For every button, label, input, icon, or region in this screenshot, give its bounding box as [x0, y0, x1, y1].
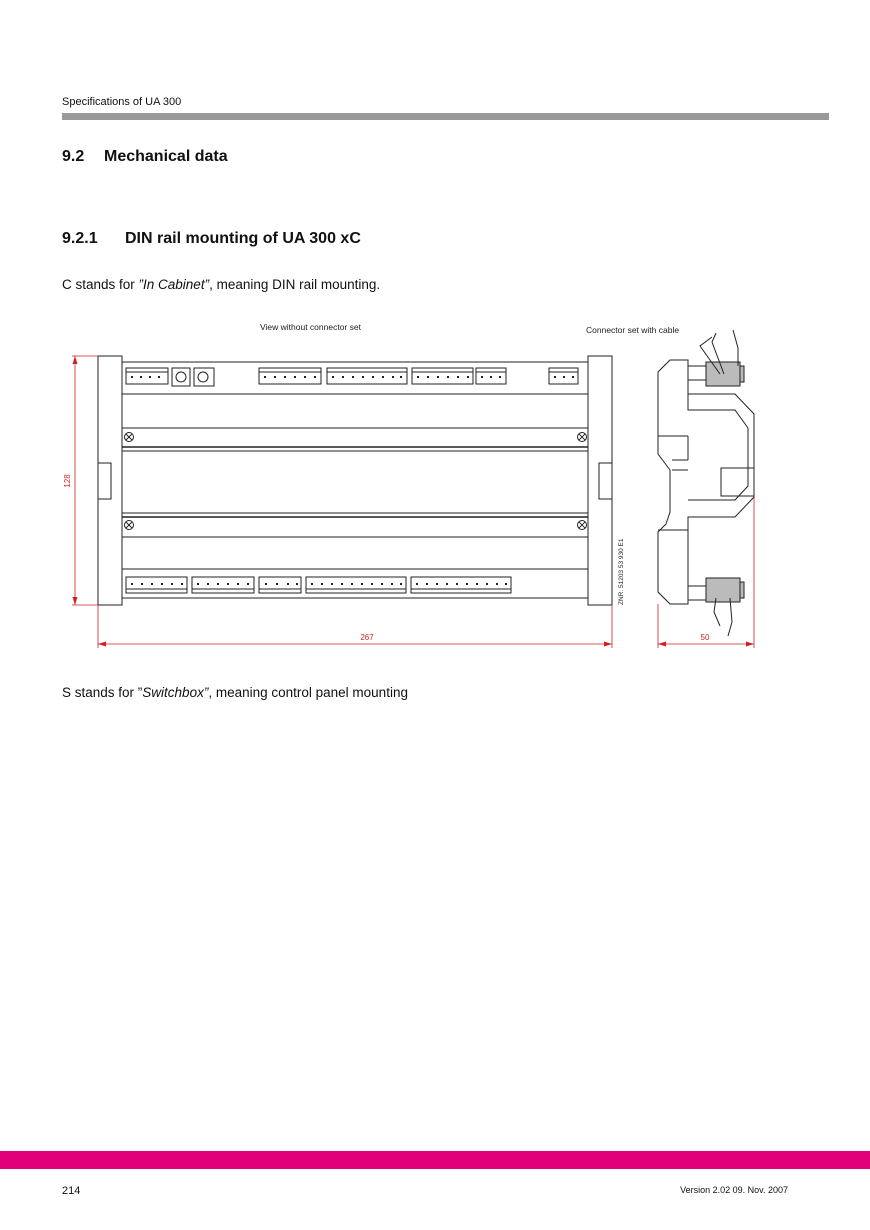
page-number: 214 [62, 1185, 81, 1197]
paragraph-in-cabinet [62, 277, 380, 292]
section-title: Mechanical data [104, 148, 228, 165]
dimension-depth-label: 50 [700, 633, 710, 642]
connector-plug [706, 362, 740, 386]
paragraph-text: S stands for ” [62, 685, 143, 700]
paragraph-text: , meaning control panel mounting [208, 685, 408, 700]
screw-icon [125, 433, 134, 442]
connector-plug [706, 578, 740, 602]
paragraph-emphasis: Switchbox” [142, 685, 209, 700]
side-view [658, 330, 754, 636]
mechanical-drawing [55, 315, 765, 660]
connector-pins [131, 376, 574, 585]
screw-icon [125, 521, 134, 530]
front-view [98, 356, 612, 605]
subsection-number: 9.2.1 [62, 230, 98, 247]
paragraph-text: C stands for [62, 277, 139, 292]
paragraph-switchbox [62, 685, 408, 700]
paragraph-text: , meaning DIN rail mounting. [209, 277, 381, 292]
screw-icon [578, 521, 587, 530]
footer-bar [0, 1151, 870, 1169]
drawing-number: ZNR. 51203 53 930 E1 [618, 538, 625, 605]
housing [122, 362, 588, 598]
subsection-heading [62, 230, 361, 248]
header-rule [62, 113, 829, 120]
side-housing [658, 360, 754, 604]
version-info: Version 2.02 09. Nov. 2007 [680, 1185, 788, 1195]
dimension-width-label: 267 [360, 633, 374, 642]
din-rail-section [721, 468, 754, 496]
bottom-terminal-blocks [126, 577, 511, 593]
subsection-title: DIN rail mounting of UA 300 xC [125, 230, 361, 247]
section-number: 9.2 [62, 148, 85, 165]
running-header: Specifications of UA 300 [62, 96, 182, 108]
section-heading [62, 148, 228, 166]
paragraph-emphasis: ”In Cabinet” [138, 277, 210, 292]
dimension-lines [72, 356, 754, 648]
dimension-height-label: 128 [63, 474, 72, 488]
front-view-label: View without connector set [260, 322, 361, 332]
screw-icon [578, 433, 587, 442]
side-view-label: Connector set with cable [586, 325, 680, 335]
